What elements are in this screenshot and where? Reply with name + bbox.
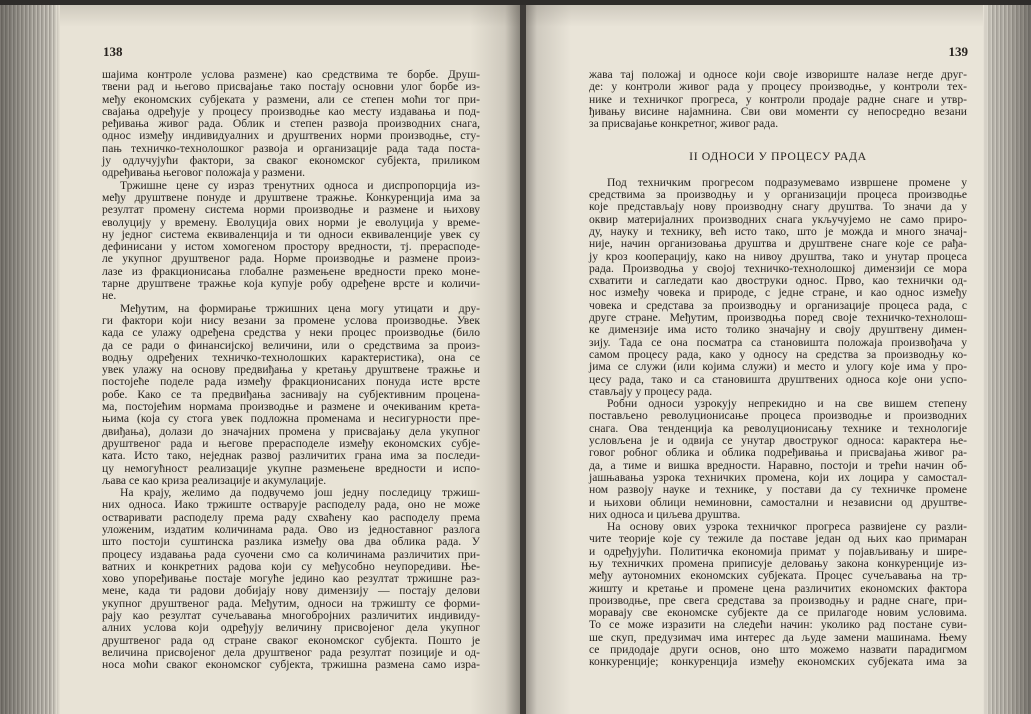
text-line: друге стране. Међутим, производња поред своје техничко-технолош- [589, 311, 967, 325]
text-line: није, начин организовања друштва и друштвене снаге које се рађа- [589, 237, 967, 251]
text-line: еволуцију у времену. Еволуција ових норми је еволуција у време- [102, 215, 480, 229]
text-line: них односа и циљева друштва. [589, 507, 741, 521]
text-line: љава се као криза реализације и акумулације. [102, 473, 327, 487]
text-line: Робни односи узрокују непрекидно и на све вишем степену [607, 397, 967, 411]
text-line: не. [102, 289, 117, 303]
text-line: уложеним, издатим количинама рада. Ово из једноставног разлога [102, 522, 480, 536]
text-line: тарне друштвене тражње која купује робу одређене врсте и количи- [102, 277, 480, 291]
text-line: однос између индивидуалних и друштвених норми производње, сту- [102, 129, 480, 143]
text-line: ма, постојећим нормама производње и размене и очекиваним крета- [102, 400, 480, 414]
text-line: ђивању висине најамнина. Сви ови моменти су непосредно везани [589, 104, 967, 118]
text-line: Међутим, на формирање тржишних цена могу утицати и дру- [120, 301, 480, 315]
text-line: и њихови облици неминовни, самостални и независни од друштве- [589, 495, 967, 509]
text-line: На крају, желимо да подвучемо још једну последицу тржиш- [120, 486, 480, 500]
text-line: жава тај положај и односе који своје извориште налазе негде друг- [589, 68, 967, 81]
text-line: постављено револуционисање процеса производње и производних [589, 409, 967, 423]
text-line: них односа. Иако тржиште остварује расподелу рада, оно не може [102, 498, 480, 512]
text-line: ређивања живог рада. Облик и степен развоја производних снага, [102, 117, 480, 131]
text-line: када се улажу одређена средства у неки процес производње (било [102, 326, 480, 340]
text-line: нос између човека и природе, с једне стране, и као однос између [589, 286, 967, 300]
text-line: твени рад и његово присвајање тако постају основни улог борбе из- [102, 80, 480, 94]
book-gutter [520, 5, 526, 714]
text-line: ке димензије има исто толико значајну и своју друштвену димен- [589, 323, 967, 337]
text-line: стављају у процесу рада. [589, 384, 713, 398]
text-line: На основу ових узрока техничког прогреса развијене су разли- [607, 520, 967, 534]
text-line: ду, науку и технику, већ исто тако, што је можда и много значај- [589, 224, 967, 238]
text-line: ле укупног друштвеног рада. Норме производње и размене произ- [102, 252, 480, 266]
text-line: ката. Исто тако, неједнак развој различитих грана има за последи- [102, 449, 480, 463]
text-line: моравају све економске субјекте да се прилагоде новим условима. [589, 606, 967, 620]
text-line: средствима за производњу и у организацији процеса производње [589, 188, 967, 202]
text-line: схватити и сагледати као двоструки однос. Прво, као технички од- [589, 274, 967, 288]
paragraph [589, 398, 967, 521]
text-line: носа моћи сваког економског субјекта, тржишна размена само изра- [102, 658, 480, 672]
text-line: јашњавања узрока техничких промена, који их лоцира у самостал- [589, 470, 967, 484]
text-line: увек улажу на основу предвиђања у кретању друштвене тражње и [102, 363, 480, 377]
text-line: ју кроз кооперацију, како на нивоу друштва, тако и унутар процеса [589, 249, 967, 263]
right-page-text [589, 69, 967, 669]
text-line: постојеће поделе рада између фракционисаних понуда исте врсте [102, 375, 480, 389]
text-line: лазе из фракционисања глобалне размењене вредности преко моне- [102, 264, 480, 278]
text-line: свајања одређује у процесу производње као месту издавања и под- [102, 104, 480, 118]
text-line: друштвеног рада и његове прерасподеле између економских субје- [102, 436, 480, 450]
paragraph [102, 487, 480, 671]
text-line: међу економских субјеката у размени, али се степен моћи тог при- [102, 92, 480, 106]
text-line: производње, пре свега средстава за производњу и радне снаге, при- [589, 593, 967, 607]
page-number-right: 139 [948, 44, 968, 59]
text-line: условљена је и одвија се унутар двоструког односа: карактера ње- [589, 434, 967, 448]
text-line: чите теорије које су тежиле да поставе један од њих као примаран [589, 532, 967, 546]
text-line: човека и средстава за производњу и организације процеса рада, с [589, 298, 967, 312]
text-line: да, а тиме и вишка вредности. Наравно, постоји и трећи начин об- [589, 458, 967, 472]
text-line: њу техничких промена приписује деловању закона конкуренције из- [589, 556, 967, 570]
text-line: конкуренције; конкуренција између економских субјеката има за [589, 655, 967, 669]
text-line: шајима контроле услова размене) као средствима те борбе. Друш- [102, 68, 480, 81]
text-line: пањ техничко-технолошког развоја и организације рада тада поста- [102, 141, 480, 155]
text-line: међу друштвене понуде и друштвене тражње. Конкуренција има за [102, 190, 480, 204]
paragraph [102, 69, 480, 180]
text-line: ватних и конкретних радова који су међусобно неупоредиви. Ње- [102, 559, 480, 573]
text-line: међу аутономних економских субјеката. Процес сучељавања на тр- [589, 569, 967, 583]
page-number-left: 138 [103, 44, 123, 59]
right-page-stack-edge [983, 5, 1031, 714]
text-line: хово упоређивање постаје могуће једино као резултат тржишне раз- [102, 572, 480, 586]
text-line: алних услова који одређују величину присвојеног дела укупног [102, 621, 480, 635]
text-line: које представљају нову производну снагу друштва. То значи да у [589, 200, 967, 214]
text-line: То се може изразити на следећи начин: уколико рад постане суви- [589, 618, 967, 632]
paragraph [589, 69, 967, 130]
text-line: да се ради о финансијској величини, или о средствима за произ- [102, 338, 480, 352]
text-line: цесу рада, тако и са становишта друштвених односа које они успо- [589, 372, 967, 386]
text-line: снага. Ова тенденција ка револуционисању технике и технологије [589, 421, 967, 435]
paragraph [102, 180, 480, 303]
text-line: резултат промену система норми производње и размене и њихову [102, 203, 480, 217]
paragraph [589, 521, 967, 669]
text-line: ше скуп, предузимач има интерес да људе замени машинама. Њему [589, 630, 967, 644]
text-line: за присвајање конкретног, живог рада. [589, 117, 779, 131]
text-line: рају као резултат сучељавања многобројних различитих индивиду- [102, 609, 480, 623]
text-line: и одређујући. Политичка економија примат у појављивању и шире- [589, 544, 967, 558]
text-line: цу немогућност реализације укупне размењене вредности и испо- [102, 461, 480, 475]
text-line: рада. Производња у својој техничко-технолошкој димензији се мора [589, 261, 967, 275]
text-line: друштвеног рада од стране сваког економског субјекта. Пошто је [102, 633, 480, 647]
paragraph [589, 177, 967, 398]
text-line: процесу издавања рада суочени смо са количинама различитих при- [102, 547, 480, 561]
left-page-stack-edge [0, 5, 60, 714]
text-line: се придодаје други основ, оно што можемо назвати парадигмом [589, 643, 967, 657]
text-line: самом процесу рада, како у односу на средства за производњу ко- [589, 347, 967, 361]
text-line: робе. Како се та предвиђања заснивају на субјективним процена- [102, 387, 480, 401]
text-line: жишту и кретање и промене цена различитих економских фактора [589, 581, 967, 595]
text-line: њима (која су стога увек подложна променама и несигурности пре- [102, 412, 480, 426]
text-line: остваривати расподелу према раду схваћену као расподелу према [102, 510, 480, 524]
text-line: мене, када ти радови добијају нову димензију — постају делови [102, 584, 480, 598]
left-page-text [102, 69, 480, 672]
text-line: водњу одређених техничко-технолошких карактеристика), она се [102, 350, 480, 364]
text-line: ном развоју науке и технике, у постави да су техничке промене [589, 483, 967, 497]
section-heading: II ОДНОСИ У ПРОЦЕСУ РАДА [689, 149, 867, 164]
paragraph [102, 303, 480, 487]
text-line: двиђања), долази до значајних промена у присвајању дела укупног [102, 424, 480, 438]
text-line: нике и техничког прогреса, у контроли продаје радне снаге и утвр- [589, 92, 967, 106]
text-line: говог робног облика и облика подређивања и присвајања живог ра- [589, 446, 967, 460]
text-line: одређивања његовог положаја у размени. [102, 166, 306, 180]
text-line: ну једног система еквиваленција и ти односи еквиваленције увек су [102, 227, 480, 241]
text-line: јима се служи (или којима служи) и место и улогу које има у про- [589, 360, 967, 374]
text-line: ју одлучујући фактори, за сваког економског субјекта, приликом [102, 154, 480, 168]
text-line: ги фактори који нису везани за промене услова производње. Увек [102, 313, 480, 327]
text-line: дефинисани у истом хомогеном простору вредности, тј. прерасподе- [102, 240, 480, 254]
text-line: де: у контроли живог рада у процесу производње, у контроли тех- [589, 80, 967, 94]
text-line: оквир материјалних производних снага укључујемо не само приро- [589, 212, 967, 226]
text-line: величина присвојеног дела друштвеног рада резултат позиције и од- [102, 645, 480, 659]
text-line: зију. Тада се она посматра са становишта положаја произвођача у [589, 335, 967, 349]
text-line: Под техничким прогресом подразумевамо извршене промене у [607, 175, 967, 189]
text-line: што постоји суштинска разлика између ова два облика рада. У [102, 535, 480, 549]
text-line: Тржишне цене су израз тренутних односа и диспропорција из- [120, 178, 480, 192]
text-line: укупног друштвеног рада. Међутим, односи на тржишту се форми- [102, 596, 480, 610]
